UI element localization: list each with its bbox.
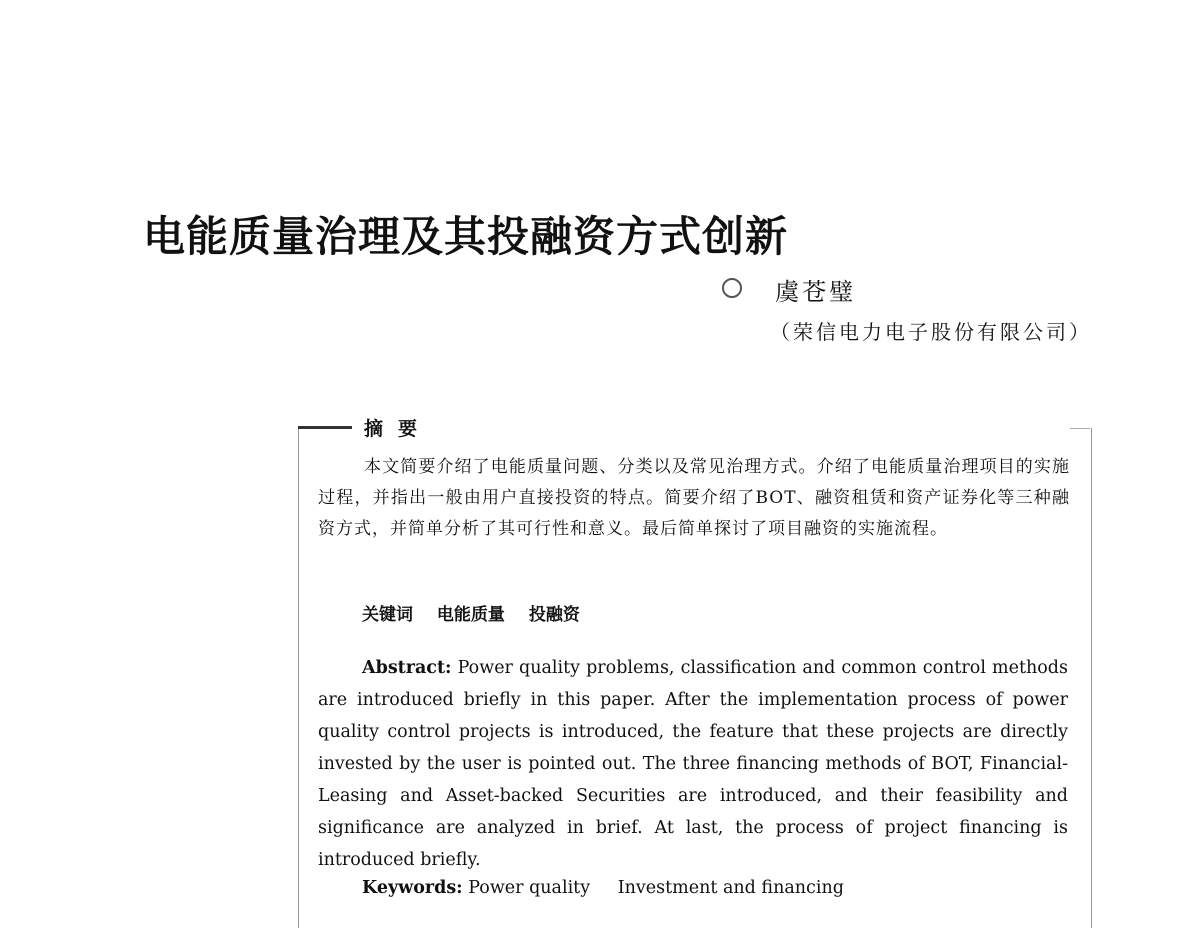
abstract-en-text: Power quality problems, classification and common control methods are introduced briefly in this paper. After the implementation process of power quality control projects is introduced, the feature that these projects are directly invested by the user is pointed out. The three financing methods of BOT, Financial-Leasing and Asset-backed Securities are introduced, and their feasibility and significance are analyzed in brief. At last, the process of project financing is introduced briefly. — [318, 658, 1068, 870]
keywords-cn-label: 关键词 — [362, 605, 413, 625]
abstract-en — [318, 652, 1068, 876]
keyword-cn-item: 电能质量 — [436, 605, 505, 625]
author-affiliation: （荣信电力电子股份有限公司） — [770, 320, 1092, 344]
abstract-en-label: Abstract: — [362, 658, 452, 678]
keywords-en — [362, 878, 844, 898]
keyword-en-item: Investment and financing — [617, 878, 844, 898]
author-row — [722, 272, 856, 307]
frame-top-rule — [298, 426, 352, 429]
paper-title: 电能质量治理及其投融资方式创新 — [143, 212, 789, 262]
abstract-cn-text: 本文简要介绍了电能质量问题、分类以及常见治理方式。介绍了电能质量治理项目的实施过程，并指出一般由用户直接投资的特点。简要介绍了BOT、融资租赁和资产证券化等三种融资方式，并简单分析了其可行性和意义。最后简单探讨了项目融资的实施流程。 — [318, 457, 1070, 539]
keywords-cn — [362, 600, 598, 625]
circle-icon — [722, 278, 742, 298]
keywords-en-label: Keywords: — [362, 878, 463, 898]
keyword-en-item: Power quality — [468, 878, 591, 898]
keyword-cn-item: 投融资 — [528, 605, 580, 625]
frame-top-right-rule — [1070, 428, 1090, 429]
author-name: 虞苍璧 — [775, 278, 857, 306]
abstract-cn-heading: 摘要 — [364, 418, 433, 440]
